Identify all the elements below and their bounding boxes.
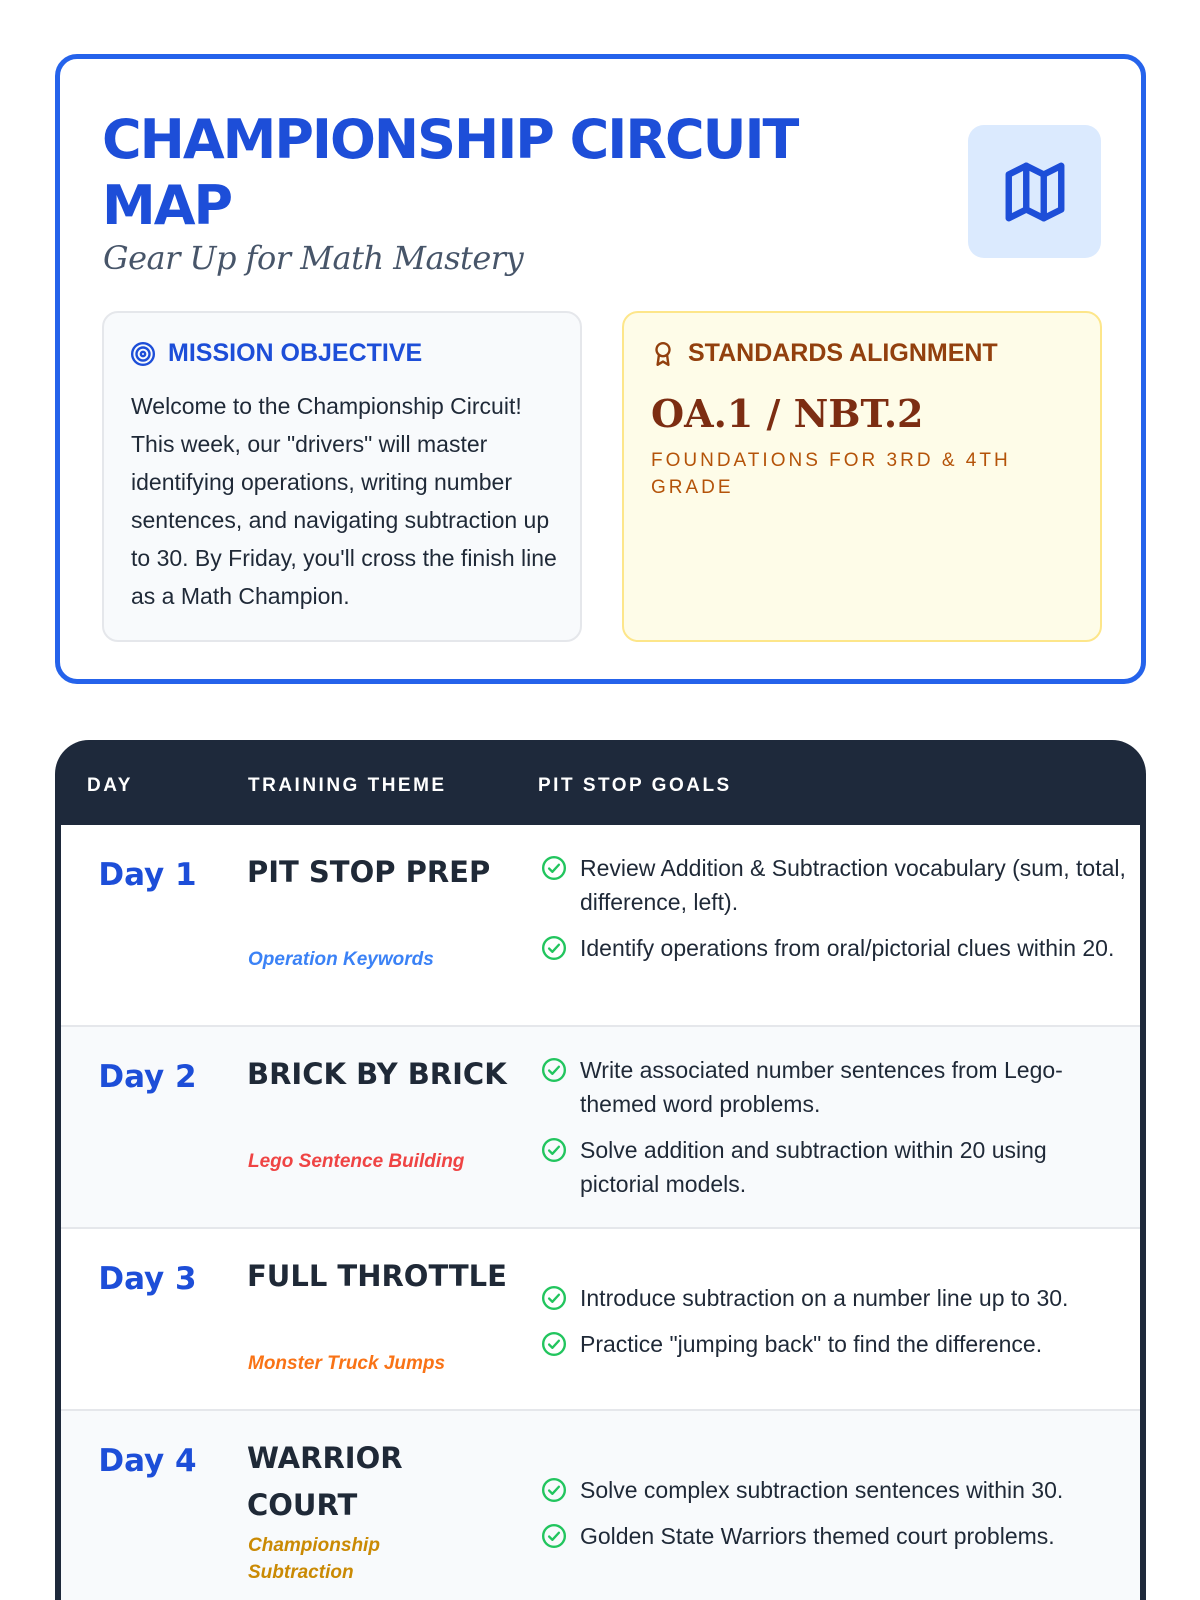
- day-label: Day 4: [98, 1443, 197, 1479]
- page-title: CHAMPIONSHIP CIRCUIT MAP: [102, 108, 798, 237]
- check-circle-icon: [541, 1523, 567, 1549]
- goal-item: [541, 851, 1131, 919]
- day-label: Day 3: [98, 1261, 197, 1297]
- table-row: [61, 825, 1140, 1027]
- standards-heading: STANDARDS ALIGNMENT: [688, 339, 998, 367]
- goal-text: Practice "jumping back" to find the difference.: [580, 1331, 1043, 1357]
- check-circle-icon: [541, 935, 567, 961]
- goal-text: Golden State Warriors themed court problems.: [580, 1523, 1055, 1549]
- standards-heading-row: [650, 339, 998, 368]
- goal-item: [541, 1133, 1131, 1201]
- theme-subtitle: Championship Subtraction: [248, 1535, 380, 1583]
- goal-text: Solve complex subtraction sentences within 30.: [580, 1477, 1064, 1503]
- target-icon: [130, 341, 156, 367]
- award-icon: [650, 341, 676, 367]
- table-row: [61, 1411, 1140, 1600]
- table-header: [55, 740, 1146, 825]
- theme-title: FULL THROTTLE: [247, 1259, 507, 1293]
- check-circle-icon: [541, 1137, 567, 1163]
- mission-heading-row: [130, 339, 422, 368]
- theme-subtitle: Lego Sentence Building: [248, 1151, 465, 1172]
- goals-list: [541, 851, 1131, 977]
- map-button[interactable]: [968, 125, 1101, 258]
- check-circle-icon: [541, 1477, 567, 1503]
- column-header-day: DAY: [87, 775, 133, 796]
- check-circle-icon: [541, 1331, 567, 1357]
- standards-alignment-panel: [622, 311, 1102, 642]
- goal-item: [541, 1053, 1131, 1121]
- table-row: [61, 1229, 1140, 1411]
- standards-grade: FOUNDATIONS FOR 3RD & 4TH GRADE: [651, 450, 1011, 498]
- goal-item: [541, 931, 1131, 965]
- check-circle-icon: [541, 1285, 567, 1311]
- theme-title: PIT STOP PREP: [247, 855, 491, 889]
- check-circle-icon: [541, 855, 567, 881]
- day-label: Day 1: [98, 857, 197, 893]
- theme-subtitle: Monster Truck Jumps: [248, 1353, 446, 1374]
- column-header-theme: TRAINING THEME: [248, 775, 447, 796]
- mission-objective-panel: [102, 311, 582, 642]
- goal-text: Review Addition & Subtraction vocabulary (sum, total, difference, left).: [580, 855, 1126, 915]
- theme-title: BRICK BY BRICK: [247, 1057, 507, 1091]
- goal-item: [541, 1519, 1131, 1553]
- goal-text: Introduce subtraction on a number line up to 30.: [580, 1285, 1069, 1311]
- map-icon: [1000, 157, 1070, 227]
- column-header-goals: PIT STOP GOALS: [538, 775, 732, 796]
- table-row: [61, 1027, 1140, 1229]
- header-card: [55, 54, 1146, 684]
- theme-title: WARRIOR COURT: [247, 1441, 403, 1522]
- page-subtitle: Gear Up for Math Mastery: [103, 239, 524, 277]
- goal-item: [541, 1281, 1131, 1315]
- goals-list: [541, 1053, 1131, 1213]
- goals-list: [541, 1281, 1131, 1373]
- mission-heading: MISSION OBJECTIVE: [168, 339, 423, 367]
- schedule-table: [55, 740, 1146, 1600]
- check-circle-icon: [541, 1057, 567, 1083]
- goals-list: [541, 1473, 1131, 1565]
- mission-text: Welcome to the Championship Circuit! This week, our "drivers" will master identifying operations, writing number sentences, and navigating subtraction up to 30. By Friday, you'll cross the finish line as a Math Champion.: [131, 393, 557, 609]
- theme-subtitle: Operation Keywords: [248, 949, 434, 970]
- goal-text: Solve addition and subtraction within 20 using pictorial models.: [580, 1137, 1047, 1197]
- goal-text: Write associated number sentences from Lego-themed word problems.: [580, 1057, 1063, 1117]
- standards-code: OA.1 / NBT.2: [651, 391, 924, 436]
- goal-item: [541, 1327, 1131, 1361]
- goal-text: Identify operations from oral/pictorial clues within 20.: [580, 935, 1115, 961]
- day-label: Day 2: [98, 1059, 197, 1095]
- goal-item: [541, 1473, 1131, 1507]
- table-body: [61, 825, 1140, 1600]
